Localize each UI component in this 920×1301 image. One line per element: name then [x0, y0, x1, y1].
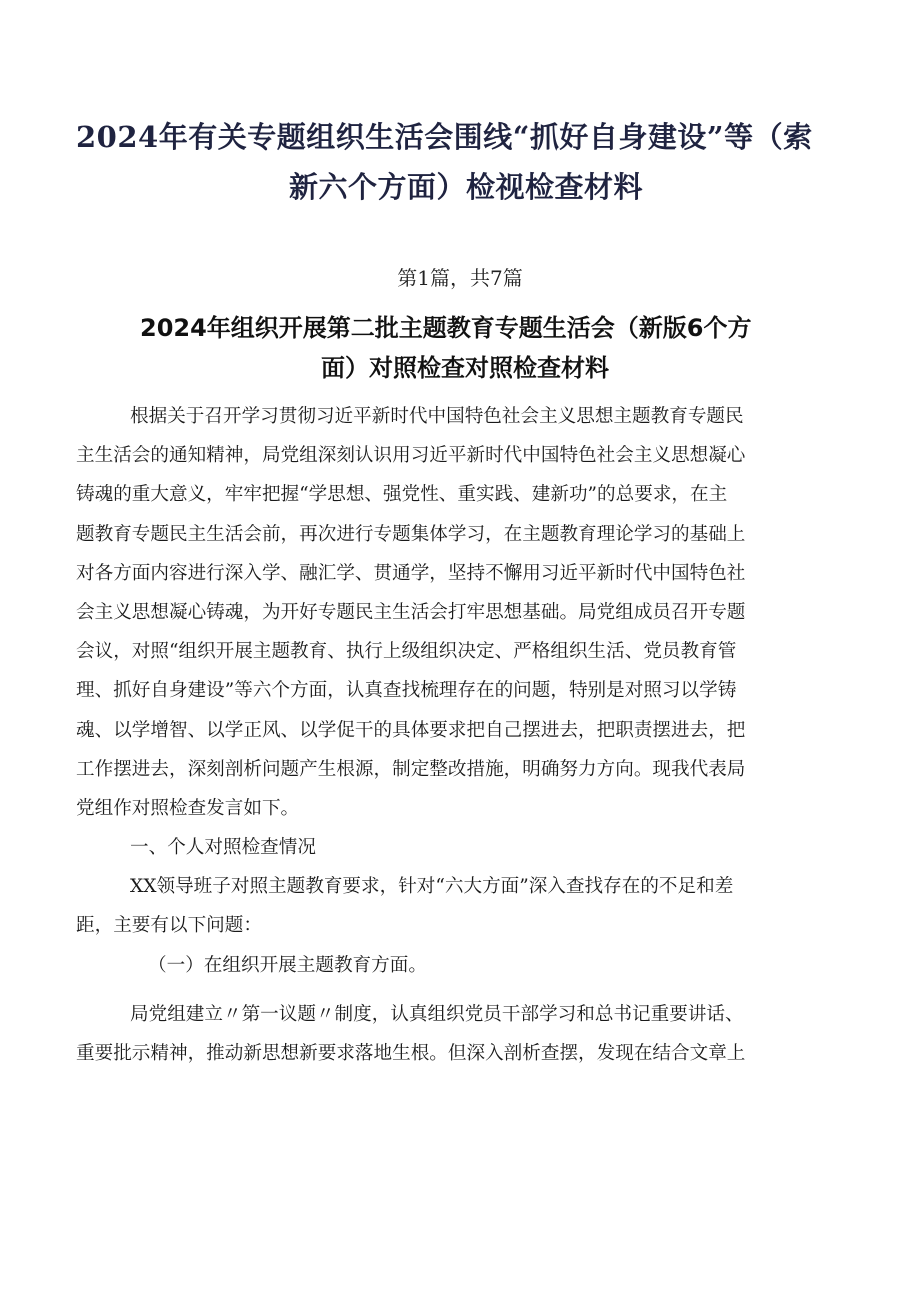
- part-label: 第1篇，共7篇: [397, 266, 523, 290]
- body-line: 局党组建立〃第一议题〃制度，认真组织党员干部学习和总书记重要讲话、: [130, 1003, 744, 1025]
- body-line: 重要批示精神，推动新思想新要求落地生根。但深入剖析查摆，发现在结合文章上: [76, 1043, 746, 1064]
- body-line: 魂、以学增智、以学正风、以学促干的具体要求把自己摆进去，把职责摆进去，把: [76, 719, 746, 741]
- body-line: 铸魂的重大意义，牢牢把握“学思想、强党性、重实践、建新功”的总要求，在主: [76, 484, 728, 506]
- sub-title: [140, 308, 790, 388]
- body-line: XX领导班子对照主题教育要求，针对“六大方面”深入查找存在的不足和差: [130, 876, 734, 898]
- body-line: 根据关于召开学习贯彻习近平新时代中国特色社会主义思想主题教育专题民: [130, 406, 744, 427]
- body-line: 党组作对照检查发言如下。: [76, 797, 300, 819]
- body-line: 工作摆进去，深刻剖析问题产生根源，制定整改措施，明确努力方向。现我代表局: [76, 758, 746, 780]
- body-line: 会议，对照“组织开展主题教育、执行上级组织决定、严格组织生活、党员教育管: [76, 641, 737, 663]
- body-line: 距，主要有以下问题：: [76, 915, 262, 937]
- body-line: 主生活会的通知精神，局党组深刻认识用习近平新时代中国特色社会主义思想凝心: [76, 445, 746, 467]
- main-title-line-2: 新六个方面）检视检查材料: [288, 170, 643, 204]
- section-heading: 一、个人对照检查情况: [130, 837, 316, 859]
- paragraph-gap: [76, 985, 856, 995]
- body-line: 理、抓好自身建设”等六个方面，认真查找梳理存在的问题，特别是对照习以学铸: [76, 680, 737, 702]
- body-line: 对各方面内容进行深入学、融汇学、贯通学，坚持不懈用习近平新时代中国特色社: [76, 562, 746, 584]
- subsection-heading: （一）在组织开展主题教育方面。: [148, 954, 427, 976]
- main-title-line-1: 2024年有关专题组织生活会围线“抓好自身建设”等（索: [76, 120, 813, 154]
- body-text: [76, 397, 856, 1073]
- sub-title-line-2: 面）对照检查对照检查材料: [321, 354, 609, 382]
- sub-title-line-1: 2024年组织开展第二批主题教育专题生活会（新版6个方: [140, 314, 752, 342]
- main-title: [76, 112, 856, 212]
- body-line: 题教育专题民主生活会前，再次进行专题集体学习，在主题教育理论学习的基础上: [76, 523, 746, 545]
- body-line: 会主义思想凝心铸魂，为开好专题民主生活会打牢思想基础。局党组成员召开专题: [76, 601, 746, 623]
